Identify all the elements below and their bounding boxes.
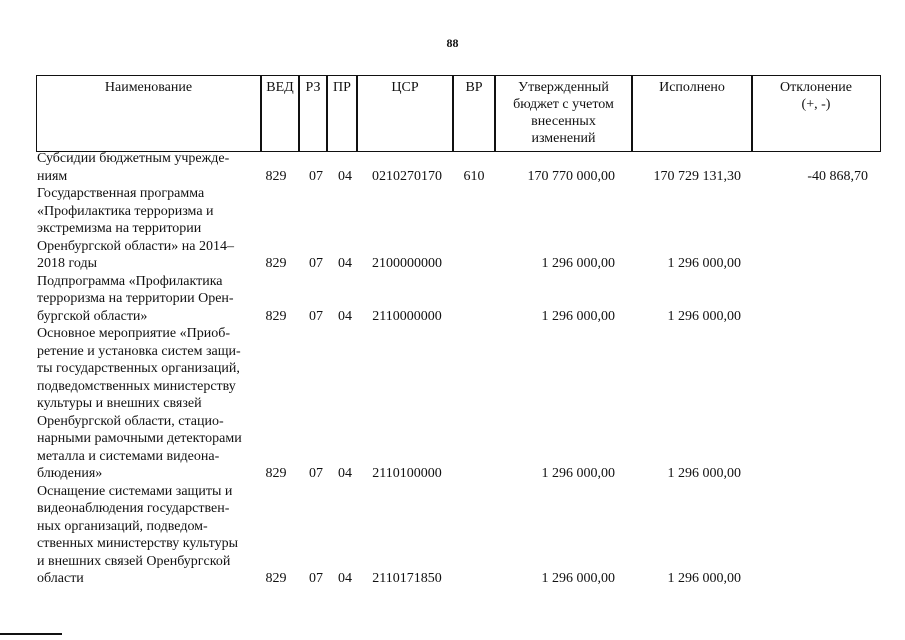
row-budget: 1 296 000,00 xyxy=(541,308,615,324)
row-name: Субсидии бюджетным учрежде- ниям xyxy=(37,151,230,184)
header-vr: ВР xyxy=(465,80,483,95)
table-row xyxy=(0,185,905,273)
row-ved: 829 xyxy=(265,256,287,271)
header-name: Наименование xyxy=(104,80,193,95)
row-name: Государственная программа «Профилактика терроризма и экстремизма на территории Оренбургской области» на 2014– 2018 годы xyxy=(37,186,234,271)
row-rz: 07 xyxy=(309,308,323,324)
row-done: 170 729 131,30 xyxy=(653,168,741,184)
row-pr: 04 xyxy=(338,168,352,184)
row-budget: 170 770 000,00 xyxy=(527,168,615,184)
row-done: 1 296 000,00 xyxy=(667,256,741,271)
row-csr: 2110171850 xyxy=(372,571,442,586)
row-ved: 829 xyxy=(265,466,287,481)
header-ved: ВЕД xyxy=(266,80,294,95)
row-name: Оснащение системами защиты и видеонаблюдения государствен- ных организаций, подведом- ственных министерству культуры и внешних связей Оренбургской области xyxy=(37,483,238,586)
header-pr: ПР xyxy=(333,80,351,95)
page-number: 88 xyxy=(446,36,459,50)
row-vr: 610 xyxy=(463,168,485,184)
row-done: 1 296 000,00 xyxy=(667,466,741,481)
row-rz: 07 xyxy=(309,466,323,481)
row-rz: 07 xyxy=(309,168,323,184)
row-pr: 04 xyxy=(338,308,352,324)
footnote-rule xyxy=(0,633,62,635)
row-ved: 829 xyxy=(265,168,287,184)
row-name: Основное мероприятие «Приоб- ретение и установка систем защи- ты государственных организаций, подведомственных министерству культуры и внешних связей Оренбургской области, стацио- нарными рамочными детекторами металла и системами видеона- блюдения» xyxy=(37,326,242,481)
row-name: Подпрограмма «Профилактика терроризма на территории Орен- бургской области» xyxy=(37,273,234,324)
header-rz: РЗ xyxy=(305,80,321,95)
row-ved: 829 xyxy=(265,308,287,324)
row-budget: 1 296 000,00 xyxy=(541,466,615,481)
row-budget: 1 296 000,00 xyxy=(541,571,615,586)
header-csr: ЦСР xyxy=(391,80,419,95)
row-rz: 07 xyxy=(309,256,323,271)
header-budget: Утвержденный бюджет с учетом внесенных изменений xyxy=(513,80,614,146)
row-done: 1 296 000,00 xyxy=(667,571,741,586)
row-pr: 04 xyxy=(338,571,352,586)
row-csr: 2110000000 xyxy=(372,308,442,324)
table-body xyxy=(0,150,905,588)
row-csr: 0210270170 xyxy=(372,168,442,184)
table-row xyxy=(0,325,905,483)
row-ved: 829 xyxy=(265,571,287,586)
row-budget: 1 296 000,00 xyxy=(541,256,615,271)
header-done: Исполнено xyxy=(659,80,725,95)
header-deviation: Отклонение (+, -) xyxy=(780,80,852,112)
row-csr: 2100000000 xyxy=(372,256,442,271)
row-done: 1 296 000,00 xyxy=(667,308,741,324)
table-header xyxy=(36,75,881,152)
table-row xyxy=(0,150,905,185)
table-row xyxy=(0,273,905,326)
row-csr: 2110100000 xyxy=(372,466,442,481)
row-pr: 04 xyxy=(338,256,352,271)
row-deviation: -40 868,70 xyxy=(807,168,868,184)
row-pr: 04 xyxy=(338,466,352,481)
row-rz: 07 xyxy=(309,571,323,586)
table-row xyxy=(0,483,905,588)
